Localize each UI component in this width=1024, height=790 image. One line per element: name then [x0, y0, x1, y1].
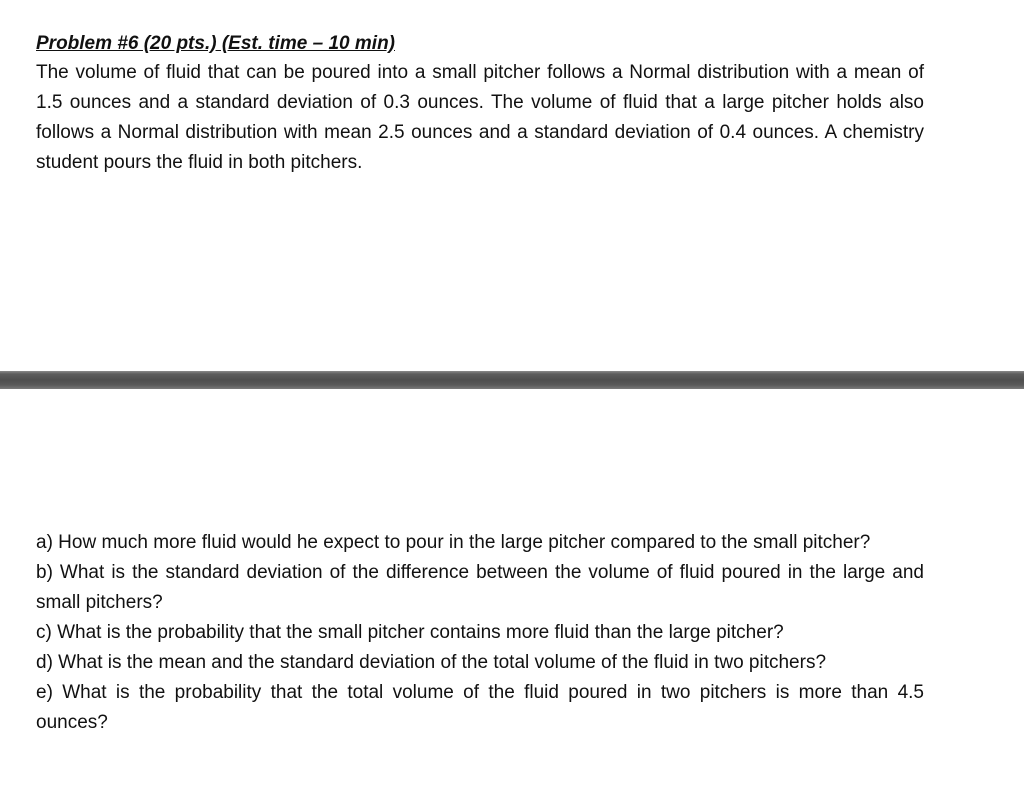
question-e: e) What is the probability that the total volume of the fluid poured in two pitchers is more than 4.5 ounces? [36, 682, 924, 733]
problem-text: The volume of fluid that can be poured into a small pitcher follows a Normal distribution with a mean of 1.5 ounces and a standard deviation of 0.3 ounces. The volume of fluid that a large pitcher holds also follows a Normal distribution with mean 2.5 ounces and a standard deviation of 0.4 ounces. A chemistry student pours the fluid in both pitchers. [36, 62, 924, 173]
question-c: c) What is the probability that the small pitcher contains more fluid than the large pitcher? [36, 622, 784, 643]
section-divider [0, 371, 1024, 389]
question-list [36, 528, 924, 738]
question-b: b) What is the standard deviation of the difference between the volume of fluid poured in the large and small pitchers? [36, 562, 924, 613]
problem-heading: Problem #6 (20 pts.) (Est. time – 10 min) [36, 33, 395, 54]
question-d: d) What is the mean and the standard deviation of the total volume of the fluid in two pitchers? [36, 652, 827, 673]
problem-block [36, 30, 924, 178]
question-a: a) How much more fluid would he expect to pour in the large pitcher compared to the small pitcher? [36, 532, 871, 553]
